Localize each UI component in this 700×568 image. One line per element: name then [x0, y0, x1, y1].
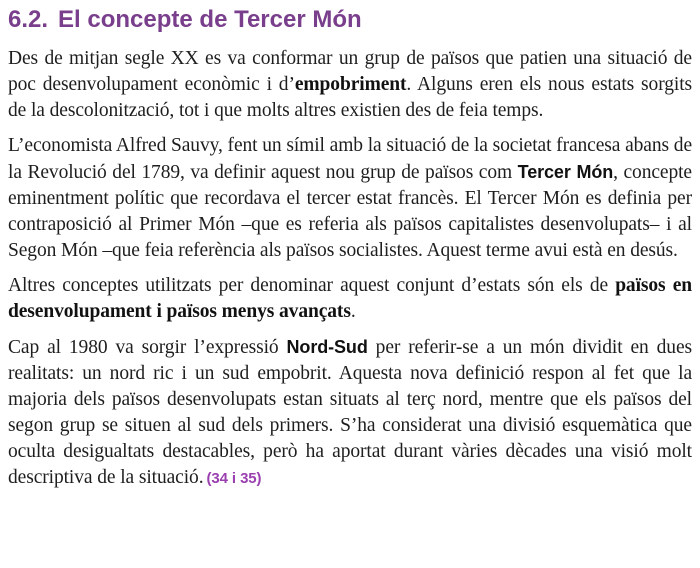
- paragraph-2-text-b: , concepte eminentment polític que recordava el tercer estat francès. El Tercer Món es definia per contraposició al Primer Món –que es referia als països capitalistes desenvolupats– i al Segon Món –que feia referència als països socialistes. Aquest terme avui està en desús.: [8, 162, 692, 261]
- document-page: [8, 4, 692, 501]
- paragraph-3-text-a: Altres conceptes utilitzats per denominar aquest conjunt d’estats són els de: [8, 275, 616, 296]
- paragraph-4: [8, 334, 692, 492]
- figure-reference-link[interactable]: (34 i 35): [206, 470, 262, 487]
- paragraph-4-text-a: Cap al 1980 va sorgir l’expressió: [8, 337, 287, 358]
- section-number: 6.2.: [8, 6, 49, 33]
- paragraph-2-bold: Tercer Món: [517, 162, 614, 182]
- section-heading: [8, 4, 692, 36]
- paragraph-3: [8, 273, 692, 325]
- paragraph-3-text-b: .: [350, 301, 356, 322]
- section-title: El concepte de Tercer Món: [58, 6, 362, 33]
- paragraph-1: [8, 46, 692, 124]
- paragraph-1-text-b: . Alguns eren els nous estats sorgits de la descolonització, tot i que molts altres existien des de feia temps.: [8, 74, 693, 121]
- paragraph-4-text-b: per referir-se a un món dividit en dues realitats: un nord ric i un sud empobrit. Aquesta nova definició respon al fet que la majoria dels països desenvolupats estan situats al terç nord, mentre que els països del segon grup se situen al sud dels primers. S’ha considerat una divisió esquemàtica que oculta desigualtats destacables, però ha aportat durant vàries dècades una visió molt descriptiva de la situació.: [8, 337, 692, 488]
- paragraph-1-text-a: Des de mitjan segle XX es va conformar un grup de països que patien una situació de poc desenvolupament econòmic i d’: [8, 48, 692, 95]
- paragraph-2: [8, 133, 692, 264]
- paragraph-2-text-a: L’economista Alfred Sauvy, fent un símil amb la situació de la societat francesa abans de la Revolució del 1789, va definir aquest nou grup de països com: [8, 135, 692, 183]
- paragraph-4-bold: Nord-Sud: [286, 337, 368, 357]
- paragraph-1-bold: empobriment: [294, 74, 407, 95]
- paragraph-3-bold: països en desenvolupament i països menys avançats: [8, 275, 692, 322]
